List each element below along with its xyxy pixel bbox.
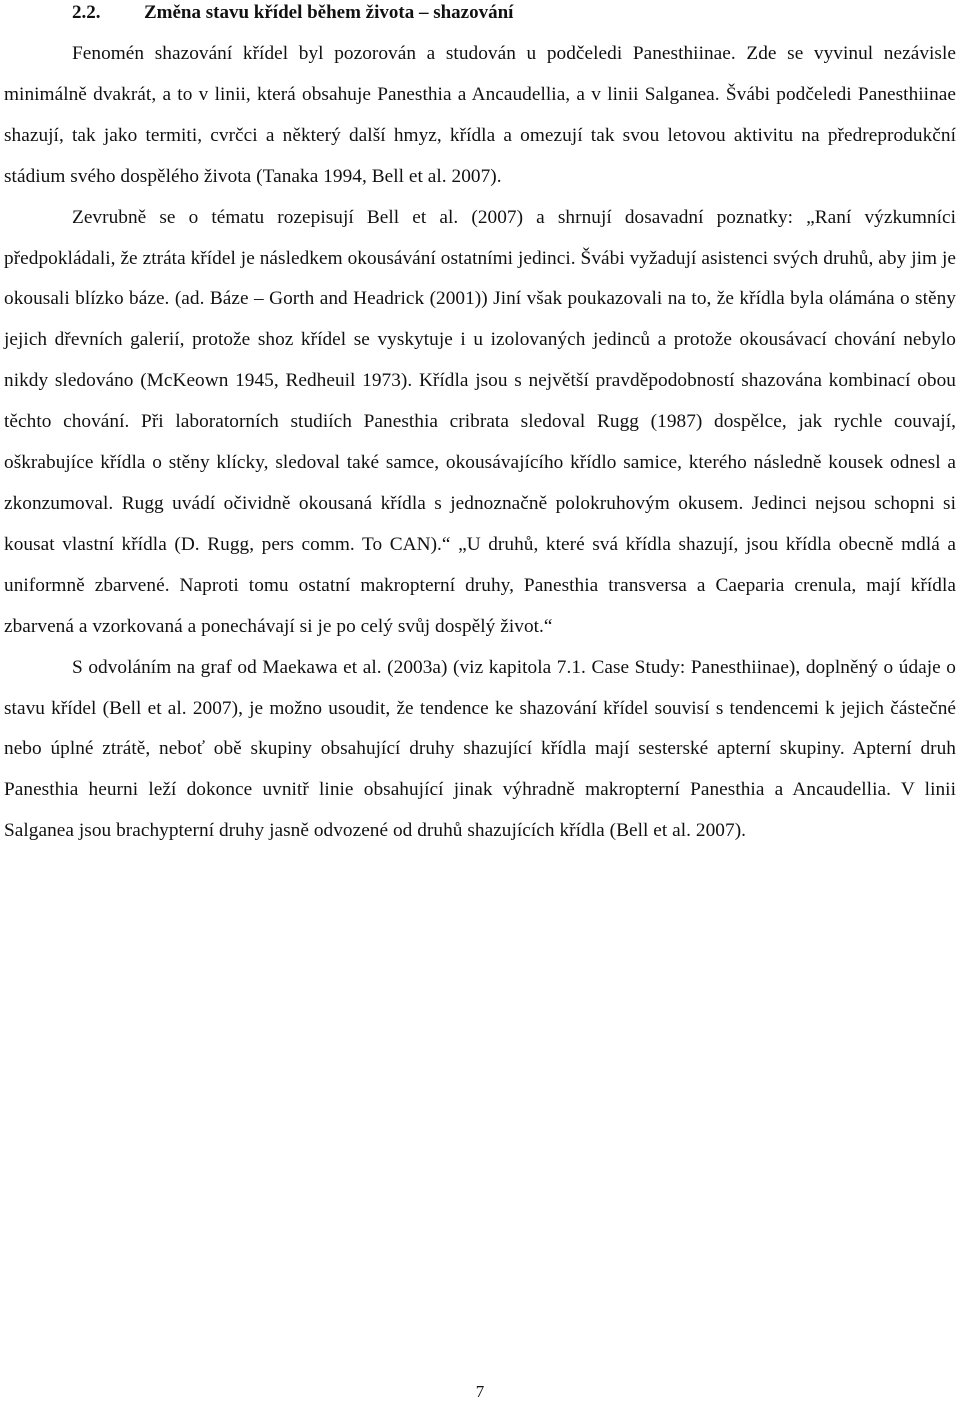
section-heading bbox=[72, 0, 513, 26]
section-title: Změna stavu křídel během života – shazování bbox=[144, 2, 514, 23]
page-number: 7 bbox=[475, 1382, 485, 1401]
paragraph: S odvoláním na graf od Maekawa et al. (2003a) (viz kapitola 7.1. Case Study: Panesthiinae), doplněný o údaje o stavu křídel (Bell et al. 2007), je možno usoudit, že tendence ke shazování křídel souvisí s tendencemi k jejich částečné nebo úplné ztrátě, neboť obě skupiny obsahující druhy shazující křídla mají sesterské apterní skupiny. Apterní druh Panesthia heurni leží dokonce uvnitř linie obsahující jinak výhradně makropterní Panesthia a Ancaudellia. V linii Salganea jsou brachypterní druhy jasně odvozené od druhů shazujících křídla (Bell et al. 2007). bbox=[4, 656, 956, 842]
section-number: 2.2. bbox=[72, 2, 101, 23]
body-text bbox=[4, 34, 956, 852]
paragraph: Fenomén shazování křídel byl pozorován a studován u podčeledi Panesthiinae. Zde se vyvinul nezávisle minimálně dvakrát, a to v linii, která obsahuje Panesthia a Ancaudellia, a v linii Salganea. Švábi podčeledi Panesthiinae shazují, tak jako termiti, cvrčci a některý další hmyz, křídla a omezují tak svou letovou aktivitu na předreprodukční stádium svého dospělého života (Tanaka 1994, Bell et al. 2007). bbox=[4, 43, 956, 187]
paragraph: Zevrubně se o tématu rozepisují Bell et al. (2007) a shrnují dosavadní poznatky: „Raní výzkumníci předpokládali, že ztráta křídel je následkem okousávání ostatními jedinci. Švábi vyžadují asistenci svých druhů, aby jim je okousali blízko báze. (ad. Báze – Gorth and Headrick (2001)) Jiní však poukazovali na to, že křídla byla olámána o stěny jejich dřevních galerií, protože shoz křídel se vyskytuje i u izolovaných jedinců a protože okousávací chování nebylo nikdy sledováno (McKeown 1945, Redheuil 1973). Křídla jsou s největší pravděpodobností shazována kombinací obou těchto chování. Při laboratorních studiích Panesthia cribrata sledoval Rugg (1987) dospělce, jak rychle couvají, oškrabujíce křídla o stěny klícky, sledoval také samce, okousávajícího křídlo samice, kterého následně kousek odnesl a zkonzumoval. Rugg uvádí očividně okousaná křídla s jednoznačně polokruhovým okusem. Jedinci nejsou schopni si kousat vlastní křídla (D. Rugg, pers comm. To CAN).“ „U druhů, které svá křídla shazují, jsou křídla obecně mdlá a uniformně zbarvené. Naproti tomu ostatní makropterní druhy, Panesthia transversa a Caeparia crenula, mají křídla zbarvená a vzorkovaná a ponechávají si je po celý svůj dospělý život.“ bbox=[4, 206, 956, 637]
